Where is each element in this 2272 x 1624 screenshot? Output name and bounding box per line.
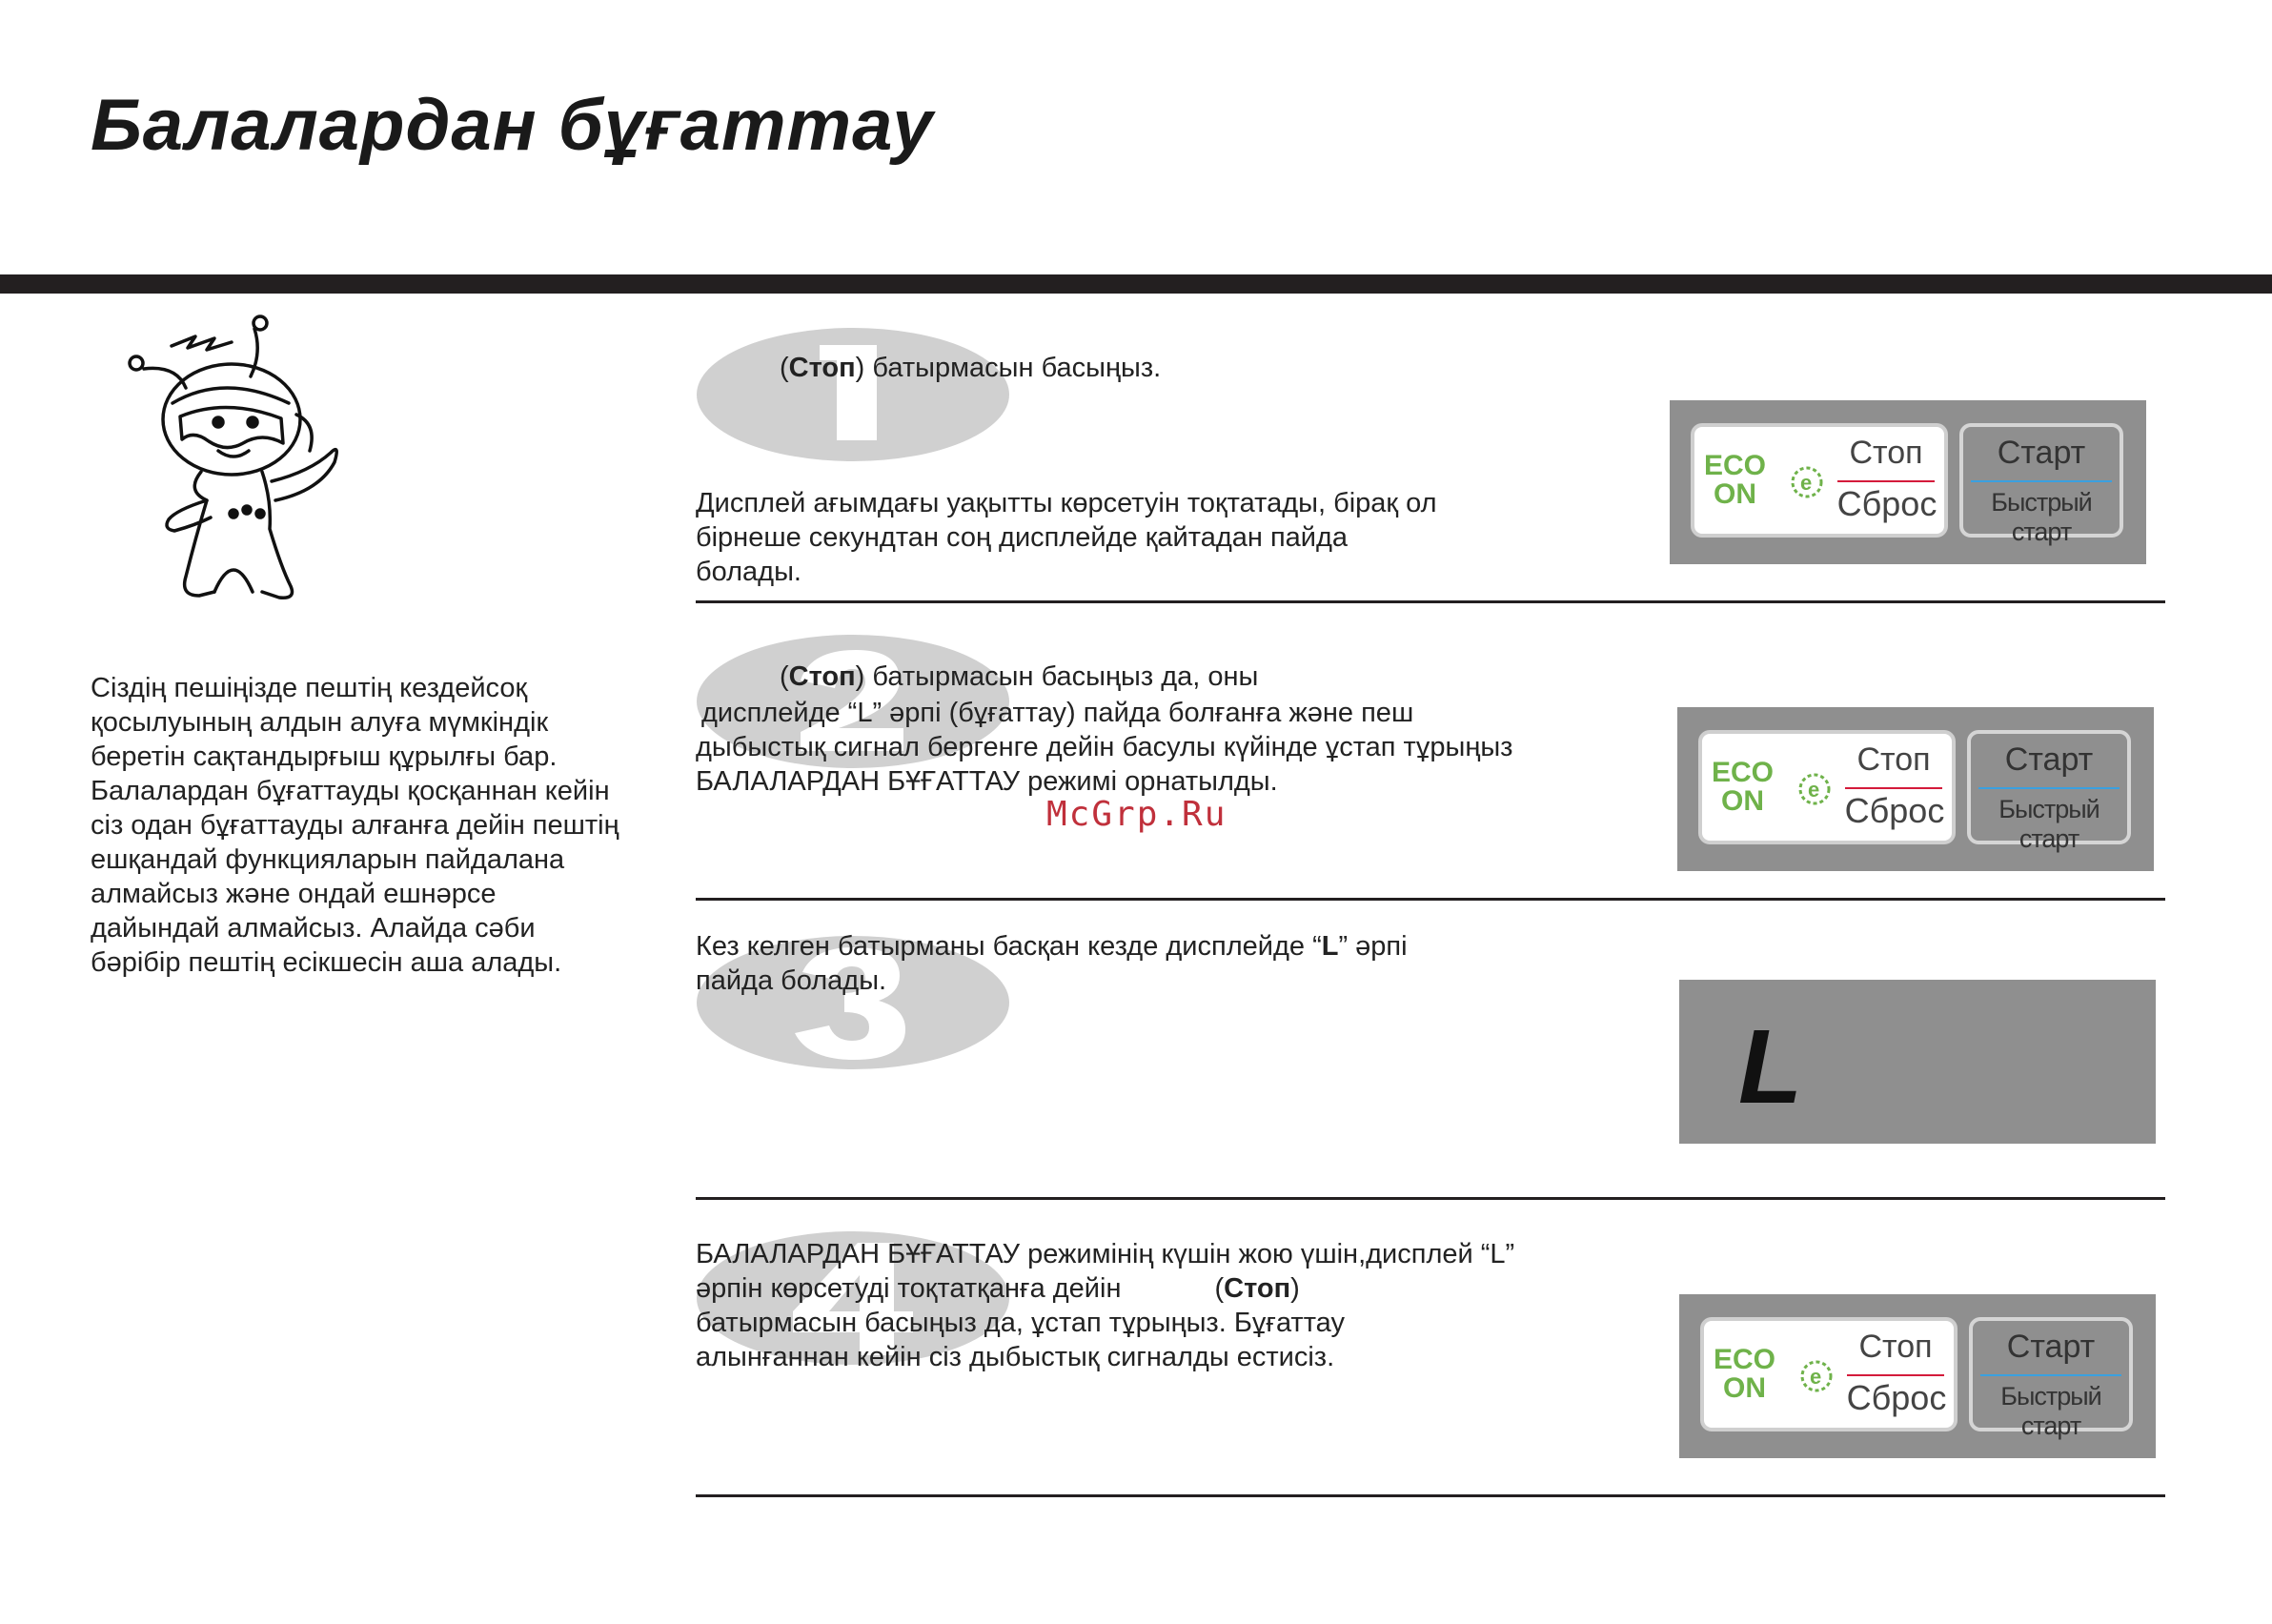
- eco-leaf-icon: [1797, 768, 1836, 806]
- start-label: Старт: [2006, 1329, 2096, 1365]
- svg-text:e: e: [1810, 1365, 1822, 1389]
- page-title: Балалардан бұғаттау: [91, 85, 934, 166]
- stop-divider: [1845, 787, 1942, 789]
- start-label: Старт: [1997, 435, 2086, 471]
- quick-start-label: Быстрый старт: [1991, 488, 2092, 546]
- svg-text:e: e: [1800, 471, 1813, 495]
- stop-label: Стоп: [1856, 741, 1931, 778]
- eco-on-label: ECO ON: [1704, 450, 1767, 510]
- reset-label: Сброс: [1846, 1378, 1947, 1417]
- eco-stop-button[interactable]: [1700, 1317, 1958, 1431]
- step-2-line-1: дисплейде “L” әрпі (бұғаттау) пайда болғанға және пеш: [701, 698, 1414, 728]
- step-divider: [696, 898, 2165, 901]
- mascot-illustration: [119, 310, 357, 615]
- svg-text:e: e: [1808, 778, 1820, 802]
- stop-divider: [1847, 1374, 1944, 1376]
- step-2-instruction: (Стоп) батырмасын басыңыз да, оны: [780, 661, 1259, 692]
- step-2-action: батырмасын басыңыз да, оны: [872, 661, 1259, 692]
- step-3-line-2: пайда болады.: [696, 965, 887, 996]
- reset-label: Сброс: [1844, 791, 1945, 830]
- step-1-note-line-1: Дисплей ағымдағы уақытты көрсетуін тоқтатады, бірақ ол: [696, 488, 1437, 518]
- stop-button-ref: Стоп: [788, 353, 856, 383]
- stop-button-ref: Стоп: [1224, 1273, 1291, 1304]
- start-divider: [1980, 1374, 2121, 1376]
- step-4-line-2: әрпін көрсетуді тоқтатқанға дейін (Стоп): [696, 1273, 1300, 1304]
- start-divider: [1971, 480, 2112, 482]
- stop-button-ref: Стоп: [788, 661, 856, 692]
- stop-label: Стоп: [1849, 435, 1923, 471]
- step-1-action: батырмасын басыңыз.: [872, 353, 1162, 383]
- control-panel-1: [1670, 400, 2146, 564]
- step-divider: [696, 600, 2165, 603]
- step-4-line-3: батырмасын басыңыз да, ұстап тұрыңыз. Бұғаттау: [696, 1308, 1345, 1338]
- stop-label: Стоп: [1858, 1329, 1933, 1365]
- start-label: Старт: [2004, 741, 2094, 778]
- eco-stop-button[interactable]: [1691, 423, 1948, 538]
- display-lock-letter: L: [1738, 1008, 1803, 1126]
- step-divider: [696, 1494, 2165, 1497]
- step-3-line-1: Кез келген батырманы басқан кезде дисплейде “L” әрпі: [696, 931, 1408, 962]
- oven-display: [1679, 980, 2156, 1144]
- eco-on-label: ECO ON: [1714, 1344, 1776, 1404]
- eco-leaf-icon: [1799, 1355, 1837, 1393]
- step-1-note-line-2: бірнеше секундтан соң дисплейде қайтадан пайда: [696, 522, 1349, 553]
- quick-start-label: Быстрый старт: [2000, 1382, 2101, 1440]
- step-4-line-4: алынғаннан кейін сіз дыбыстық сигналды естисіз.: [696, 1342, 1335, 1372]
- step-divider: [696, 1197, 2165, 1200]
- reset-label: Сброс: [1836, 484, 1937, 523]
- step-2-line-3: БАЛАЛАРДАН БҰҒАТТАУ режимі орнатылды.: [696, 766, 1278, 797]
- start-button[interactable]: [1969, 1317, 2133, 1440]
- start-button[interactable]: [1959, 423, 2123, 546]
- eco-leaf-icon: [1790, 461, 1828, 499]
- eco-on-label: ECO ON: [1712, 757, 1775, 817]
- step-1-note-line-3: болады.: [696, 557, 801, 587]
- watermark: McGrp.Ru: [1046, 795, 1227, 834]
- start-divider: [1978, 787, 2120, 789]
- control-panel-2: [1677, 707, 2154, 871]
- stop-divider: [1837, 480, 1935, 482]
- intro-text: Сіздің пешіңізде пештің кездейсоқ қосылуының алдын алуға мүмкіндік беретін сақтандырғыш құрылғы бар. Балалардан бұғаттауды қосқаннан кейін сіз одан бұғаттауды алғанға дейін пештің ешқандай функцияларын пайдалана алмайсыз және ондай ешнәрсе дайындай алмайсыз. Алайда сәби бәрібір пештің есікшесін аша алады.: [91, 673, 619, 978]
- step-2-line-2: дыбыстық сигнал бергенге дейін басулы күйінде ұстап тұрыңыз: [696, 732, 1513, 762]
- header-divider: [0, 274, 2272, 294]
- control-panel-3: [1679, 1294, 2156, 1458]
- eco-stop-button[interactable]: [1698, 730, 1956, 844]
- step-1-number-badge: [696, 326, 1010, 464]
- quick-start-label: Быстрый старт: [1998, 795, 2100, 853]
- step-4-line-1: БАЛАЛАРДАН БҰҒАТТАУ режимінің күшін жою үшін,дисплей “L”: [696, 1239, 1515, 1269]
- start-button[interactable]: [1967, 730, 2131, 853]
- step-1-instruction: (Стоп) батырмасын басыңыз.: [780, 353, 1162, 383]
